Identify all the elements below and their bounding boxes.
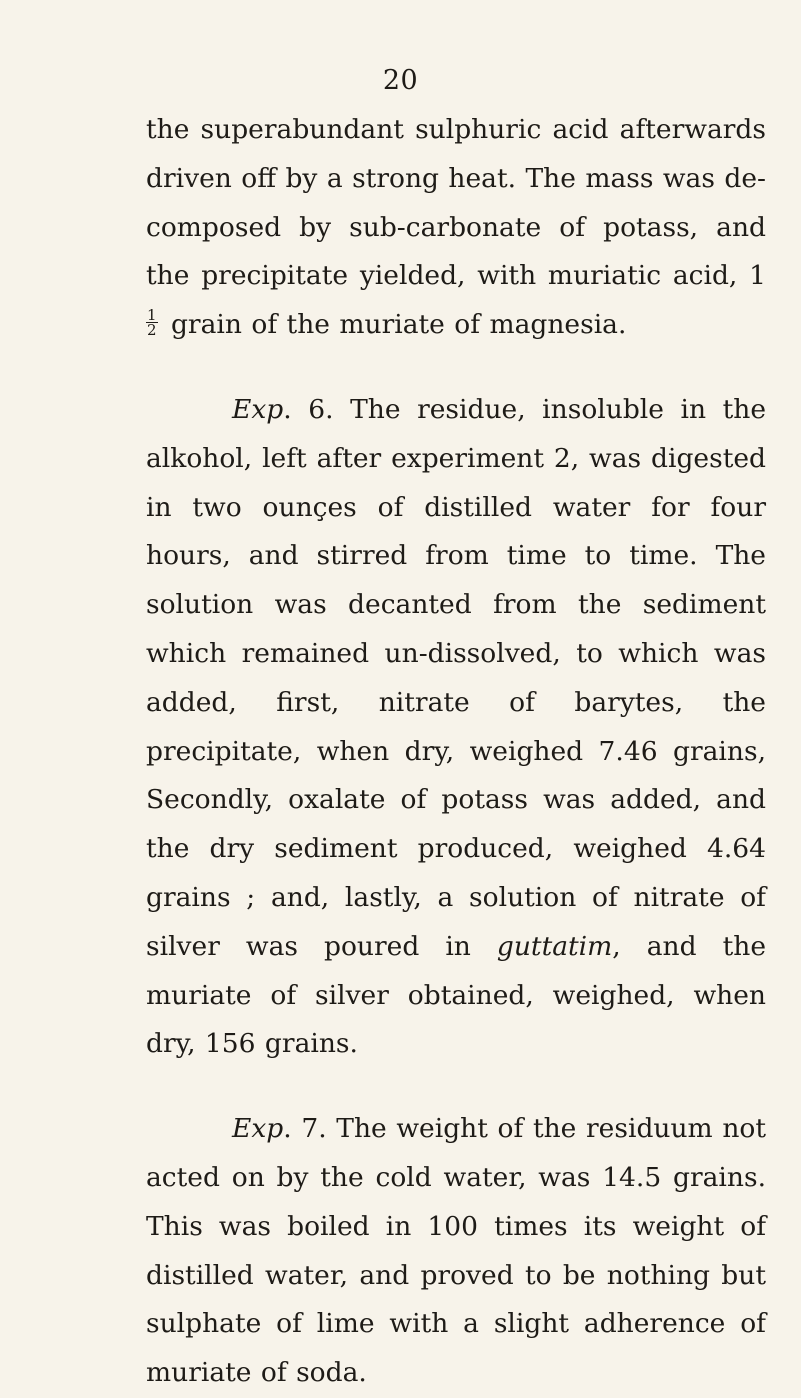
paragraph-3-run-2: . 7. The weight of the residuum not acted on by the cold water, was 14.5 grains. This was boiled in 100 times its weight of distilled water, and proved to be nothing but sulphate of lime with a slight adherence of muriate of soda. (146, 1113, 766, 1389)
half-fraction (146, 305, 158, 339)
fraction-denominator: 2 (147, 320, 157, 339)
paragraph-2-run-2: . 6. The residue, insoluble in the alkohol, left after experiment 2, was digested in two ounçes of distilled water for four hours, and stirred from time to time. The solution was decanted from the sediment which remained un-dissolved, to which was added, first, nitrate of barytes, the precipitate, when dry, weighed 7.46 grains, Secondly, oxalate of potass was added, and the dry sediment produced, weighed 4.64 grains ; and, lastly, a solution of nitrate of silver was poured in (146, 393, 766, 962)
exp-label-7: Exp (232, 1113, 284, 1145)
fraction-numerator: 1 (147, 305, 157, 324)
body-text (146, 106, 766, 1398)
paragraph-2 (146, 386, 766, 1069)
paragraph-1-run-1: the superabundant sulphuric acid afterwards driven off by a strong heat. The mass was de-composed by sub-carbonate of potass, and the precipitate yielded, with muriatic acid, 1 (146, 114, 766, 292)
exp-label-6: Exp (232, 393, 284, 425)
paragraph-1-run-3: grain of the muriate of magnesia. (161, 309, 627, 341)
guttatim-term: guttatim (496, 930, 613, 962)
paragraph-2-run-4: , and the muriate of silver obtained, weighed, when dry, 156 grains. (146, 930, 766, 1060)
paragraph-1 (146, 106, 766, 350)
paragraph-3 (146, 1105, 766, 1398)
page-number: 20 (382, 65, 419, 96)
